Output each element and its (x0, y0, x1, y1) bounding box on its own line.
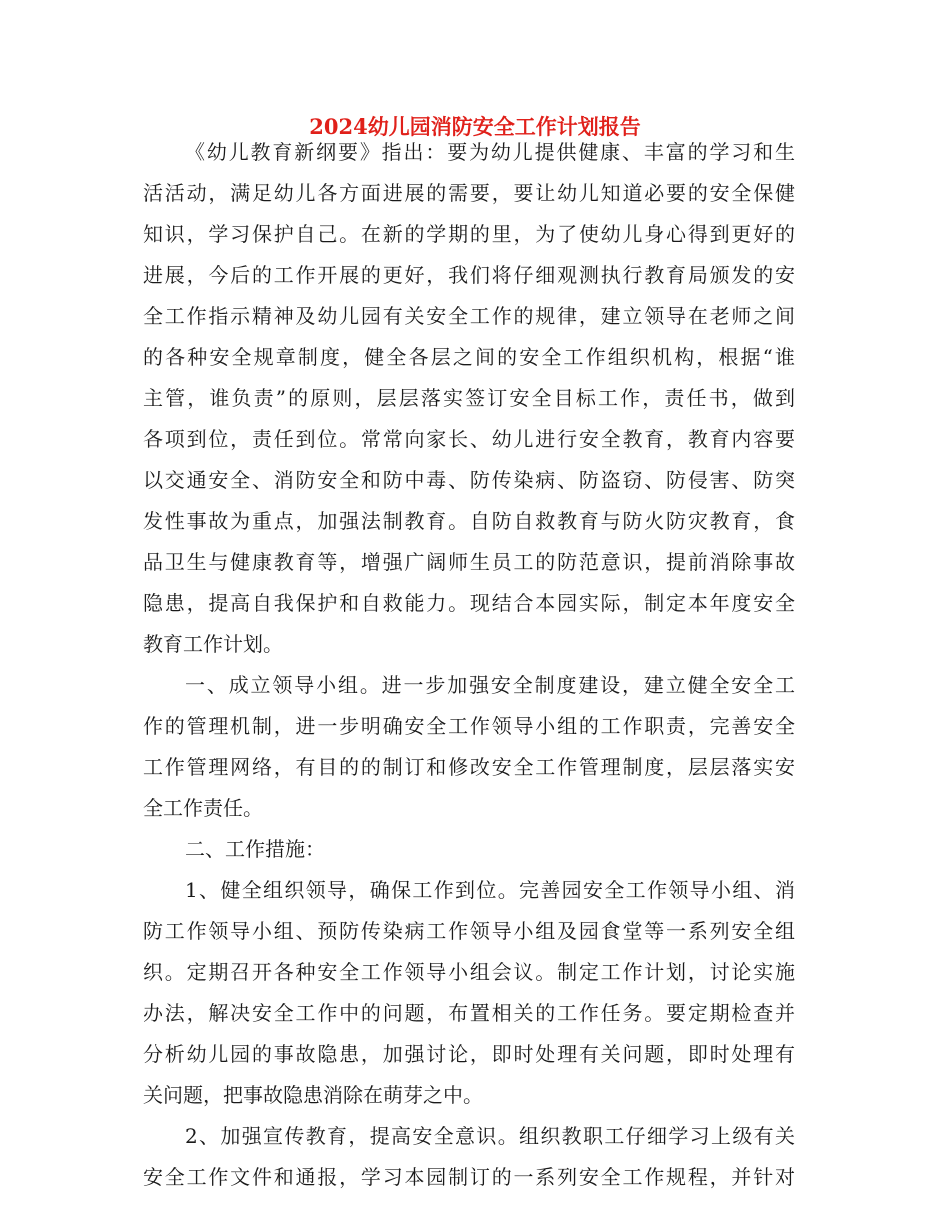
text-line: 一、成立领导小组。进一步加强安全制度建设，建立健全安全工 (185, 673, 795, 697)
text-line: 二、工作措施： (185, 837, 325, 861)
text-line: 2、加强宣传教育，提高安全意识。组织教职工仔细学习上级有关 (185, 1124, 795, 1148)
text-line: 1、健全组织领导，确保工作到位。完善园安全工作领导小组、消 (185, 878, 795, 902)
text-line: 《幼儿教育新纲要》指出：要为幼儿提供健康、丰富的学习和生 (185, 140, 795, 164)
text-line: 的各种安全规章制度，健全各层之间的安全工作组织机构，根据“谁 (143, 345, 795, 369)
text-line: 作的管理机制，进一步明确安全工作领导小组的工作职责，完善安全 (143, 714, 795, 738)
text-line: 以交通安全、消防安全和防中毒、防传染病、防盗窃、防侵害、防突 (143, 468, 795, 492)
text-line: 安全工作文件和通报，学习本园制订的一系列安全工作规程，并针对 (143, 1165, 795, 1189)
text-line: 主管，谁负责”的原则，层层落实签订安全目标工作，责任书，做到 (143, 386, 795, 410)
text-line: 教育工作计划。 (143, 632, 283, 656)
text-line: 全工作指示精神及幼儿园有关安全工作的规律，建立领导在老师之间 (143, 304, 795, 328)
text-line: 办法，解决安全工作中的问题，布置相关的工作任务。要定期检查并 (143, 1001, 795, 1025)
text-line: 关问题，把事故隐患消除在萌芽之中。 (143, 1083, 483, 1107)
text-line: 发性事故为重点，加强法制教育。自防自救教育与防火防灾教育，食 (143, 509, 795, 533)
text-line: 全工作责任。 (143, 796, 263, 820)
text-line: 活活动，满足幼儿各方面进展的需要，要让幼儿知道必要的安全保健 (143, 181, 795, 205)
text-line: 各项到位，责任到位。常常向家长、幼儿进行安全教育，教育内容要 (143, 427, 795, 451)
text-line: 隐患，提高自我保护和自救能力。现结合本园实际，制定本年度安全 (143, 591, 795, 615)
document-title: 2024幼儿园消防安全工作计划报告 (309, 114, 641, 139)
text-line: 知识，学习保护自己。在新的学期的里，为了使幼儿身心得到更好的 (143, 222, 795, 246)
text-line: 织。定期召开各种安全工作领导小组会议。制定工作计划，讨论实施 (143, 960, 795, 984)
document-body (143, 132, 795, 1198)
text-line: 防工作领导小组、预防传染病工作领导小组及园食堂等一系列安全组 (143, 919, 795, 943)
text-line: 分析幼儿园的事故隐患，加强讨论，即时处理有关问题，即时处理有 (143, 1042, 795, 1066)
text-line: 工作管理网络，有目的的制订和修改安全工作管理制度，层层落实安 (143, 755, 795, 779)
text-line: 进展，今后的工作开展的更好，我们将仔细观测执行教育局颁发的安 (143, 263, 795, 287)
text-line: 品卫生与健康教育等，增强广阔师生员工的防范意识，提前消除事故 (143, 550, 795, 574)
